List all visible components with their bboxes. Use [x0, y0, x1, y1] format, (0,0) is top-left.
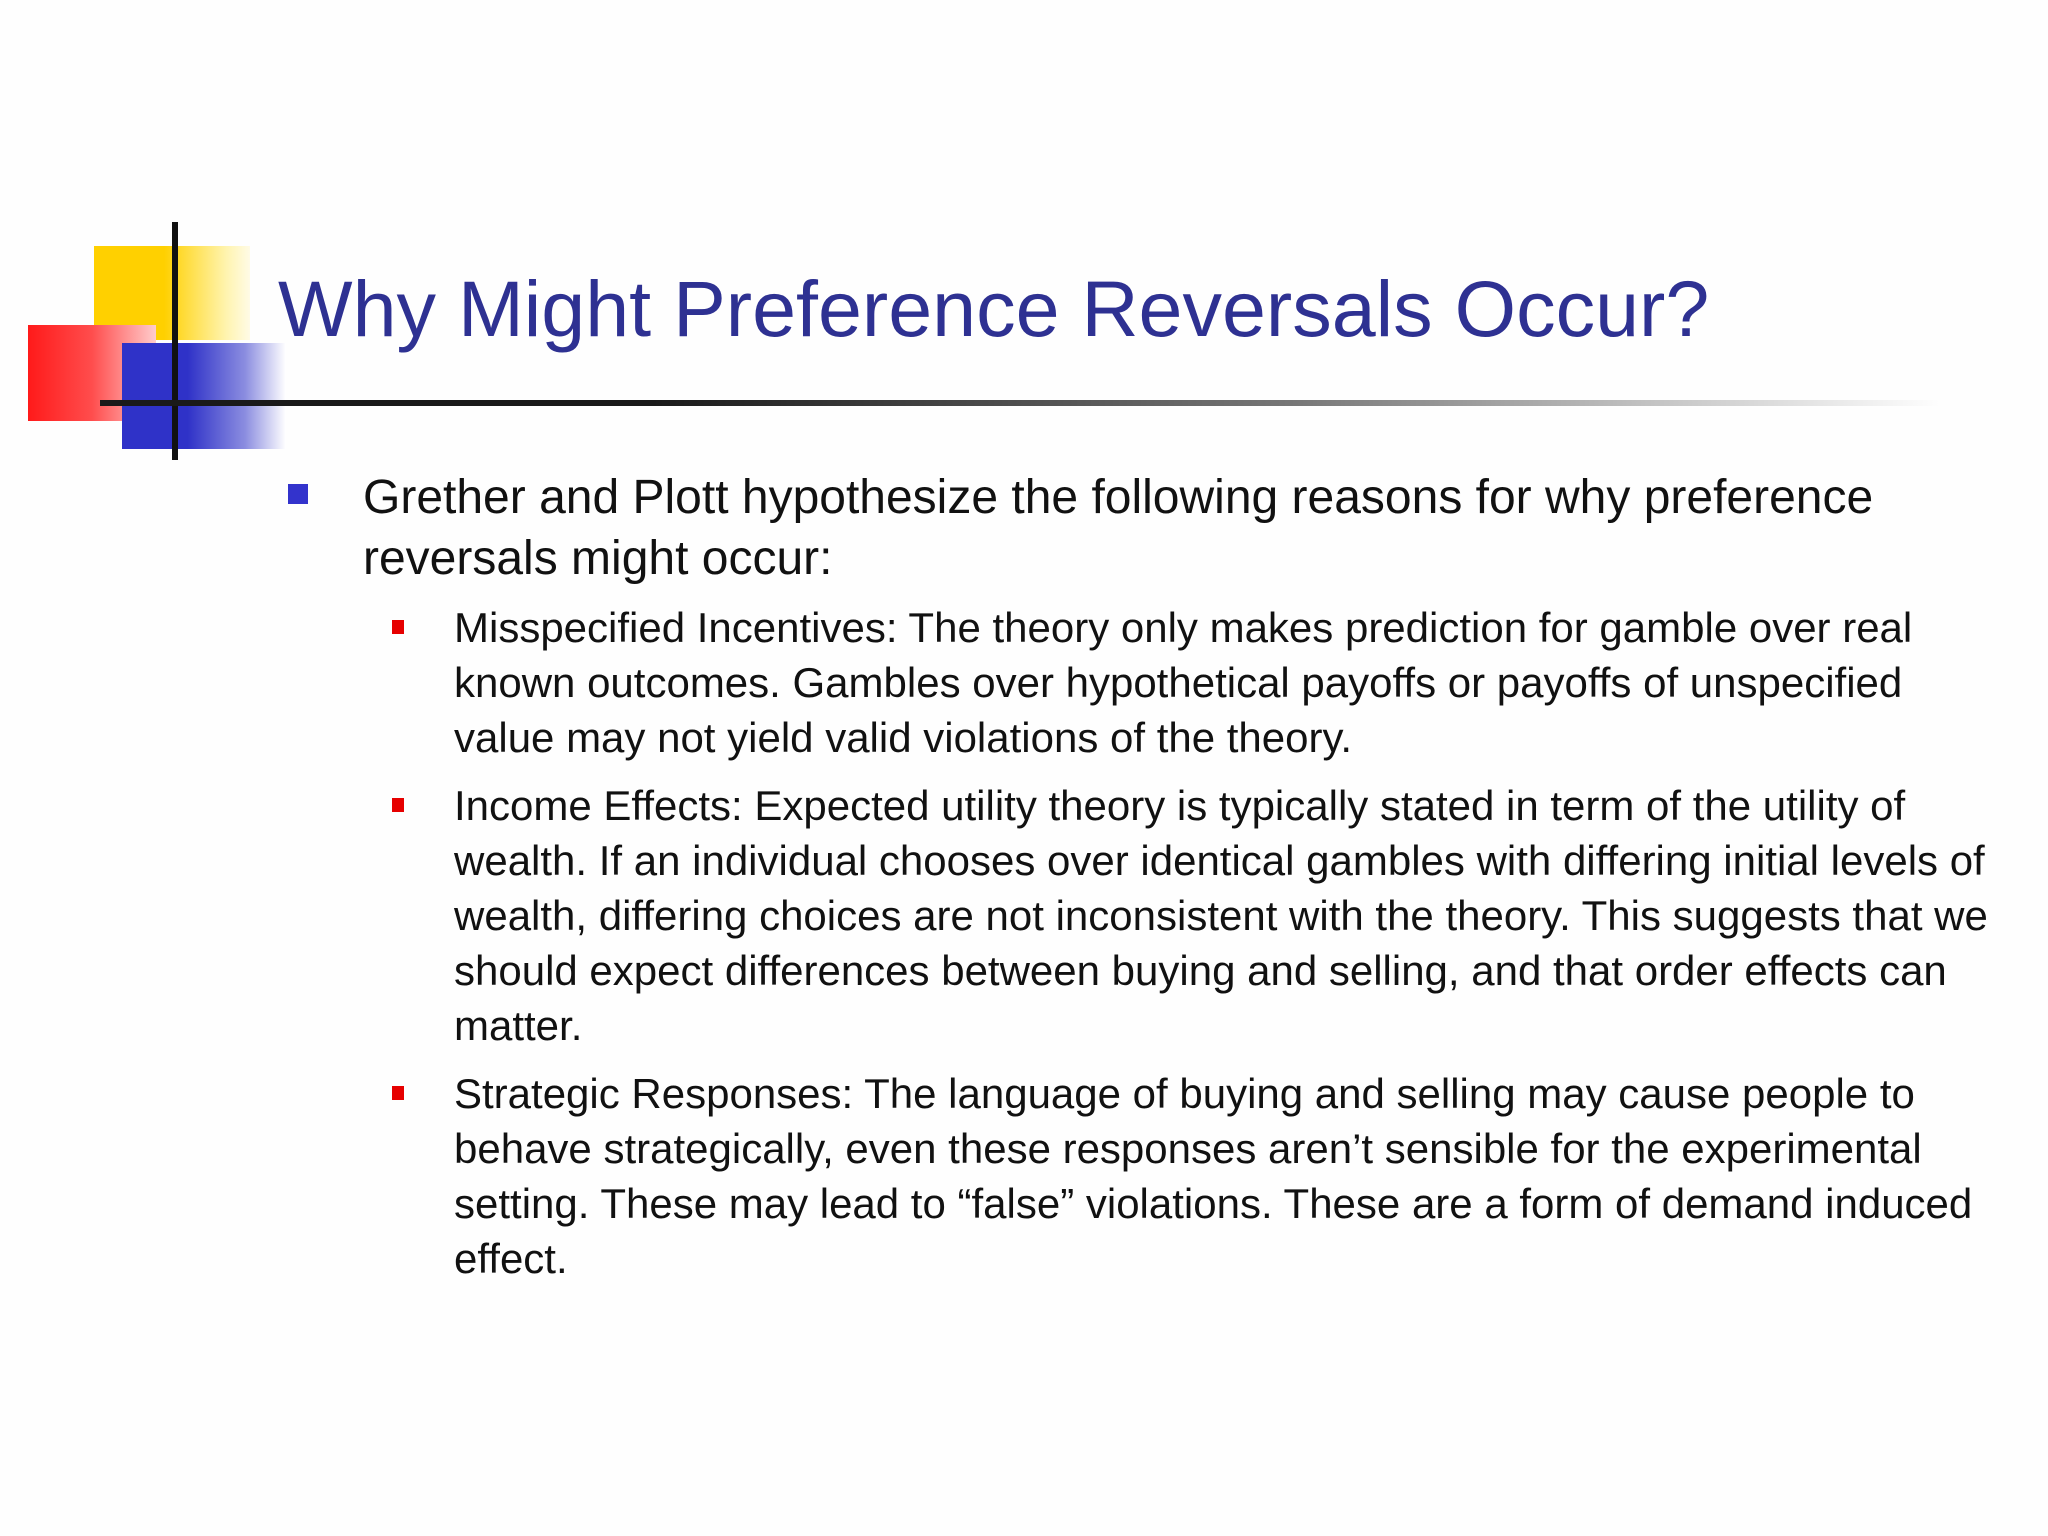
- level2-bullet-icon: [392, 798, 404, 812]
- reason-text: Income Effects: Expected utility theory is typically stated in term of the utility of wealth. If an individual chooses over identical gambles with differing initial levels of wealth, differing choices are not inconsistent with the theory. This suggests that we should expect differences between buying and selling, and that order effects can matter.: [454, 782, 1988, 1049]
- level1-bullet-icon: [288, 484, 308, 504]
- slide-title: Why Might Preference Reversals Occur?: [278, 264, 1710, 353]
- decorative-vertical-line: [172, 222, 178, 460]
- level2-bullet-icon: [392, 620, 404, 634]
- level2-bullet-icon: [392, 1086, 404, 1100]
- reason-item-misspecified-incentives: [388, 600, 2008, 765]
- reason-item-income-effects: [388, 778, 2008, 1053]
- reason-text: Strategic Responses: The language of buying and selling may cause people to behave strategically, even these responses aren’t sensible for the experimental setting. These may lead to “false” violations. These are a form of demand induced effect.: [454, 1070, 1973, 1282]
- title-underline-rule: [100, 400, 1940, 406]
- decorative-blue-square: [122, 343, 286, 449]
- main-point-text: Grether and Plott hypothesize the following reasons for why preference reversals might occur:: [363, 471, 1874, 585]
- reasons-list: [388, 600, 2008, 1299]
- reason-item-strategic-responses: [388, 1066, 2008, 1286]
- reason-text: Misspecified Incentives: The theory only makes prediction for gamble over real known outcomes. Gambles over hypothetical payoffs or payoffs of unspecified value may not yield valid violations of the theory.: [454, 604, 1913, 761]
